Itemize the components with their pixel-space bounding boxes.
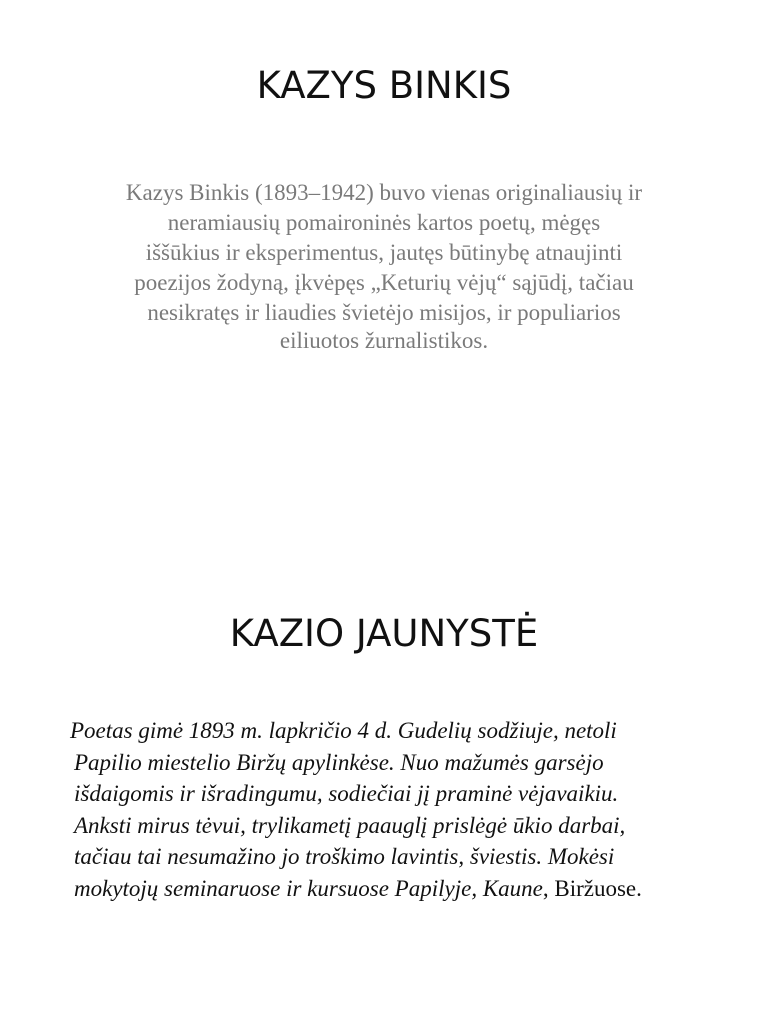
- paragraph-line: Anksti mirus tėvui, trylikametį paauglį prislėgė ūkio darbai,: [74, 812, 626, 838]
- paragraph-line: iššūkius ir eksperimentus, jautęs būtinybę atnaujinti: [145, 240, 623, 265]
- slide-title: KAZYS BINKIS: [256, 64, 512, 107]
- slide-title: KAZIO JAUNYSTĖ: [229, 612, 539, 655]
- paragraph-line: Papilio miestelio Biržų apylinkėse. Nuo mažumės garsėjo: [74, 749, 604, 775]
- paragraph-line: išdaigomis ir išradingumu, sodiečiai jį praminė vėjavaikiu.: [74, 781, 619, 806]
- paragraph-line: nesikratęs ir liaudies švietėjo misijos, ir populiarios: [147, 300, 621, 325]
- paragraph-line-upright-part: , Biržuose.: [542, 875, 642, 901]
- paragraph-line-italic-part: mokytojų seminaruose ir kursuose Papilyje, Kaune: [74, 875, 543, 901]
- paragraph-line: eiliuotos žurnalistikos.: [279, 328, 489, 353]
- paragraph-line: tačiau tai nesumažino jo troškimo lavintis, šviestis. Mokėsi: [74, 844, 615, 869]
- paragraph-line: Poetas gimė 1893 m. lapkričio 4 d. Gudelių sodžiuje, netoli: [70, 718, 617, 743]
- paragraph-line: poezijos žodyną, įkvėpęs „Keturių vėjų“ sąjūdį, tačiau: [134, 270, 634, 295]
- slide-kazio-jaunyste: [0, 512, 768, 1024]
- paragraph-line: Kazys Binkis (1893–1942) buvo vienas originaliausių ir: [125, 180, 643, 205]
- paragraph-line: [70, 873, 730, 905]
- intro-paragraph: [70, 178, 698, 354]
- youth-paragraph: [70, 715, 730, 904]
- paragraph-line: neramiausių pomaironinės kartos poetų, mėgęs: [167, 210, 601, 235]
